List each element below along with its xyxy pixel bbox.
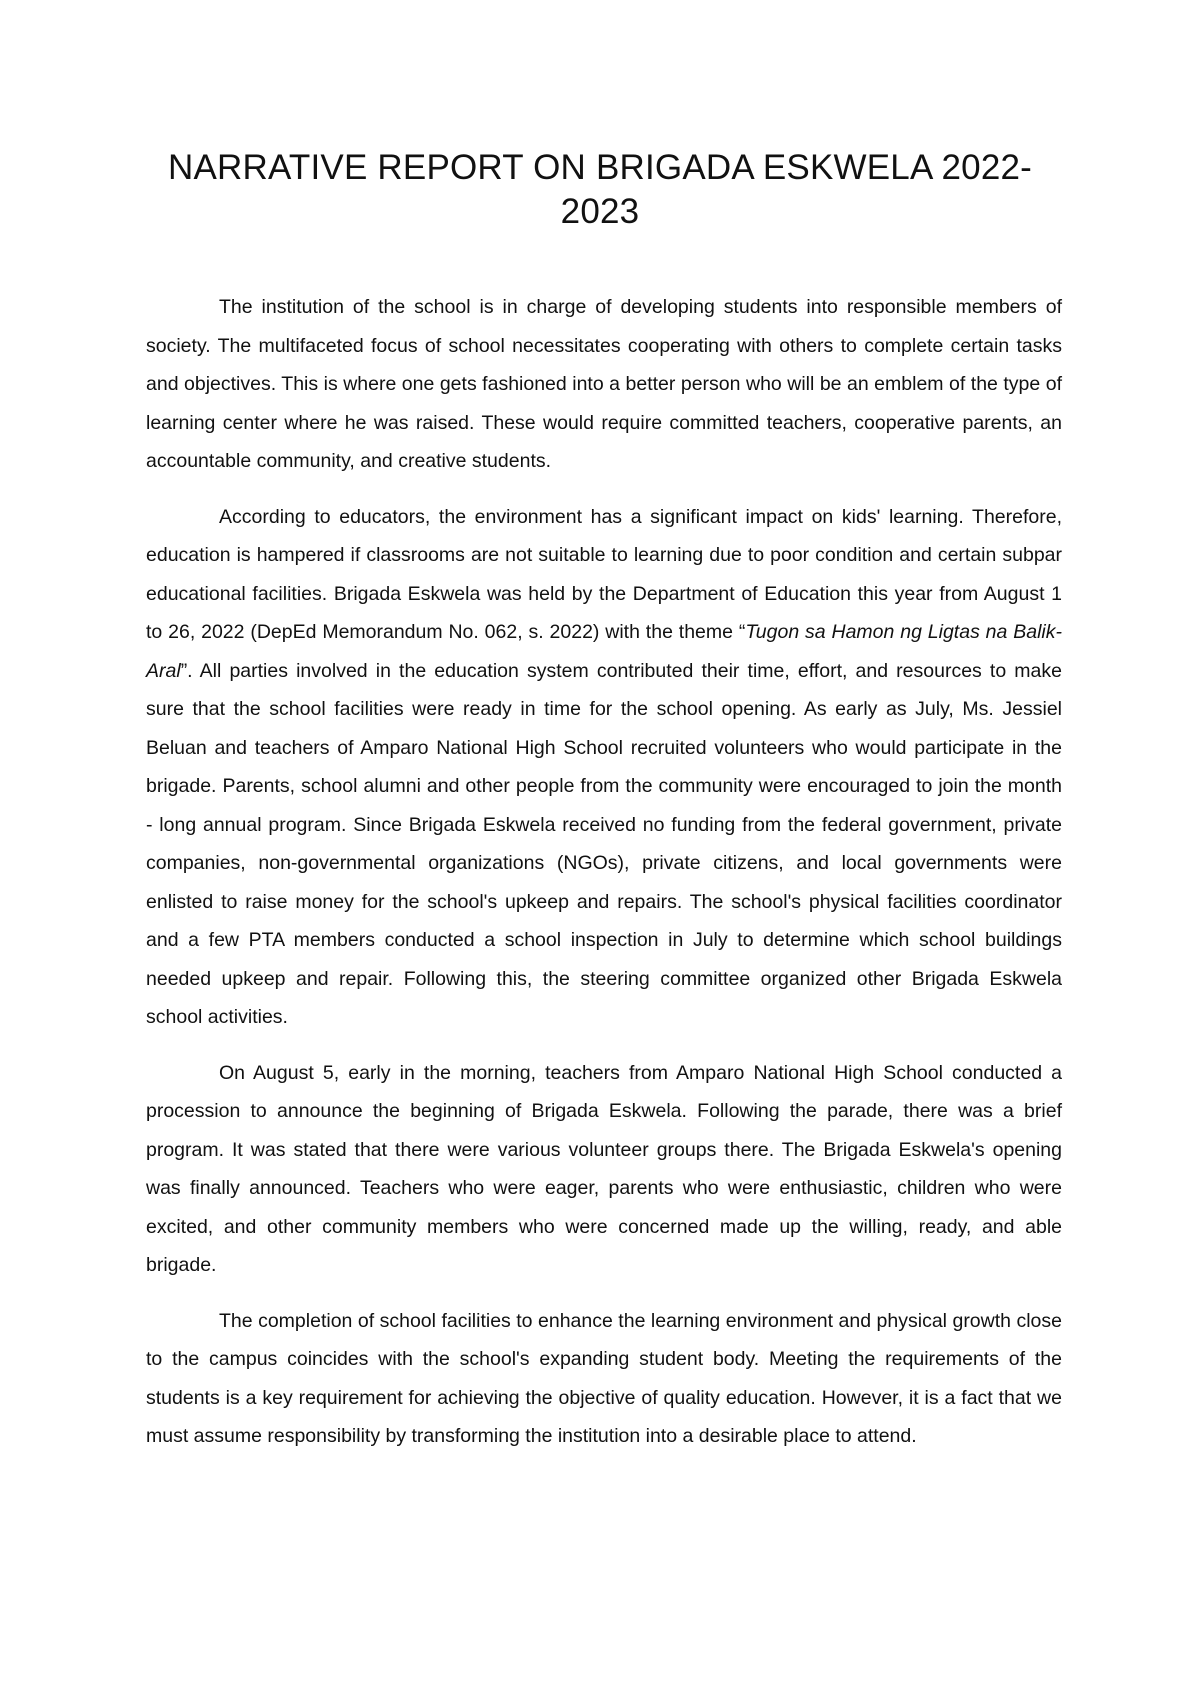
document-title: NARRATIVE REPORT ON BRIGADA ESKWELA 2022-2023: [167, 148, 1033, 231]
paragraph-2-text-after-theme: ”. All parties involved in the education system contributed their time, effort, and resources to make sure that the school facilities were ready in time for the school opening. As early as July, Ms. Jessiel Beluan and teachers of Amparo National High School recruited volunteers who would participate in the brigade. Parents, school alumni and other people from the community were encouraged to join the month - long annual program. Since Brigada Eskwela received no funding from the federal government, private companies, non-governmental organizations (NGOs), private citizens, and local governments were enlisted to raise money for the school's upkeep and repairs. The school's physical facilities coordinator and a few PTA members conducted a school inspection in July to determine which school buildings needed upkeep and repair. Following this, the steering committee organized other Brigada Eskwela school activities.: [146, 659, 1062, 1028]
document-body: [146, 288, 1062, 1473]
paragraph-4: The completion of school facilities to enhance the learning environment and physical growth close to the campus coincides with the school's expanding student body. Meeting the requirements of the students is a key requirement for achieving the objective of quality education. However, it is a fact that we must assume responsibility by transforming the institution into a desirable place to attend.: [146, 1309, 1062, 1447]
paragraph-2: [146, 498, 1062, 1037]
paragraph-3: On August 5, early in the morning, teachers from Amparo National High School conducted a procession to announce the beginning of Brigada Eskwela. Following the parade, there was a brief program. It was stated that there were various volunteer groups there. The Brigada Eskwela's opening was finally announced. Teachers who were eager, parents who were enthusiastic, children who were excited, and other community members who were concerned made up the willing, ready, and able brigade.: [146, 1061, 1062, 1276]
paragraph-1: The institution of the school is in charge of developing students into responsible members of society. The multifaceted focus of school necessitates cooperating with others to complete certain tasks and objectives. This is where one gets fashioned into a better person who will be an emblem of the type of learning center where he was raised. These would require committed teachers, cooperative parents, an accountable community, and creative students.: [146, 296, 1062, 472]
paragraph-2-text-before-theme: According to educators, the environment has a significant impact on kids' learning. Therefore, education is hampered if classrooms are not suitable to learning due to poor condition and certain subpar educational facilities. Brigada Eskwela was held by the Department of Education this year from August 1 to 26, 2022 (DepEd Memorandum No. 062, s. 2022) with the theme “: [146, 505, 1062, 643]
theme-text: Tugon sa Hamon ng Ligtas na Balik-Aral: [146, 621, 1062, 682]
